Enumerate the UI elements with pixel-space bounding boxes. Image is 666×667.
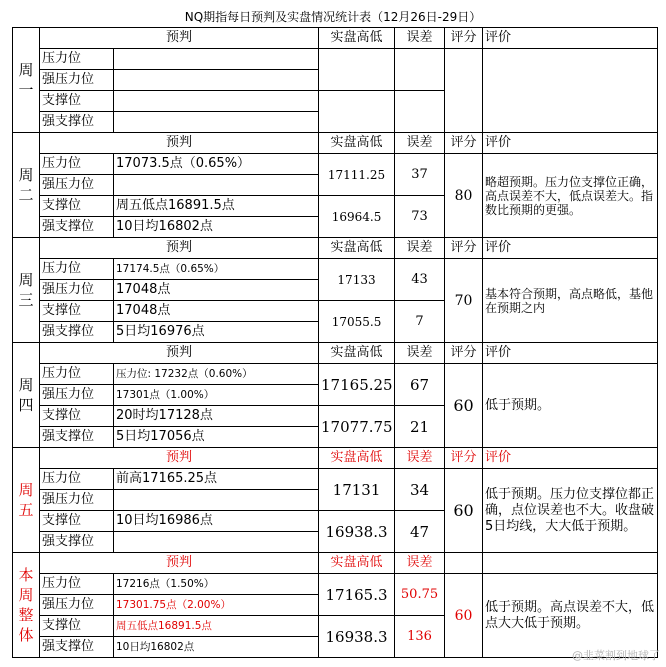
value-pressure: 17073.5点（0.65%） xyxy=(114,154,319,175)
err-low xyxy=(395,91,445,133)
watermark: @韭菜割到地球了 xyxy=(572,649,660,662)
header-comment: 评价 xyxy=(483,28,658,49)
real-high: 17133 xyxy=(319,259,395,301)
err-low: 136 xyxy=(395,616,445,658)
header-score: 评分 xyxy=(445,28,483,49)
err-low: 21 xyxy=(395,406,445,448)
err-low: 7 xyxy=(395,301,445,343)
score: 60 xyxy=(445,574,483,658)
label-strong-pressure: 强压力位 xyxy=(40,175,114,196)
label-strong-pressure: 强压力位 xyxy=(40,385,114,406)
header-comment: 评价 xyxy=(483,133,658,154)
err-high: 50.75 xyxy=(395,574,445,616)
label-strong-pressure: 强压力位 xyxy=(40,280,114,301)
err-high: 67 xyxy=(395,364,445,406)
label-strong-pressure: 强压力位 xyxy=(40,70,114,91)
header-score: 评分 xyxy=(445,448,483,469)
value-strong-pressure xyxy=(114,70,319,91)
header-comment: 评价 xyxy=(483,343,658,364)
err-high: 37 xyxy=(395,154,445,196)
label-strong-support: 强支撑位 xyxy=(40,427,114,448)
header-predict: 预判 xyxy=(40,448,319,469)
value-support: 周五低点16891.5点 xyxy=(114,616,319,637)
header-score-empty xyxy=(445,553,483,574)
header-comment: 评价 xyxy=(483,448,658,469)
label-support: 支撑位 xyxy=(40,301,114,322)
header-real: 实盘高低 xyxy=(319,448,395,469)
value-pressure: 前高17165.25点 xyxy=(114,469,319,490)
value-pressure: 17174.5点（0.65%） xyxy=(114,259,319,280)
real-high: 17165.25 xyxy=(319,364,395,406)
day-label: 周五 xyxy=(13,448,40,553)
value-support: 17048点 xyxy=(114,301,319,322)
real-low: 17055.5 xyxy=(319,301,395,343)
header-error: 误差 xyxy=(395,553,445,574)
header-predict: 预判 xyxy=(40,238,319,259)
label-pressure: 压力位 xyxy=(40,49,114,70)
day-label: 周一 xyxy=(13,28,40,133)
header-error: 误差 xyxy=(395,133,445,154)
label-strong-support: 强支撑位 xyxy=(40,637,114,658)
real-high: 17111.25 xyxy=(319,154,395,196)
value-pressure: 17216点（1.50%） xyxy=(114,574,319,595)
value-strong-pressure: 17048点 xyxy=(114,280,319,301)
value-support: 10日均16986点 xyxy=(114,511,319,532)
day-label: 周二 xyxy=(13,133,40,238)
header-error: 误差 xyxy=(395,238,445,259)
value-strong-support xyxy=(114,532,319,553)
score: 60 xyxy=(445,364,483,448)
value-strong-pressure xyxy=(114,490,319,511)
header-predict: 预判 xyxy=(40,553,319,574)
real-low: 16938.3 xyxy=(319,511,395,553)
day-label: 本周整体 xyxy=(13,553,40,658)
real-high xyxy=(319,49,395,91)
value-strong-pressure: 17301.75点（2.00%） xyxy=(114,595,319,616)
header-comment: 评价 xyxy=(483,238,658,259)
header-score: 评分 xyxy=(445,133,483,154)
comment: 低于预期。压力位支撑位都正确，点位误差也不大。收盘破5日均线，大大低于预期。 xyxy=(483,469,658,553)
label-pressure: 压力位 xyxy=(40,469,114,490)
real-low: 17077.75 xyxy=(319,406,395,448)
real-high: 17131 xyxy=(319,469,395,511)
header-real: 实盘高低 xyxy=(319,238,395,259)
value-strong-support: 10日均16802点 xyxy=(114,217,319,238)
value-support: 20时均17128点 xyxy=(114,406,319,427)
label-strong-support: 强支撑位 xyxy=(40,217,114,238)
label-pressure: 压力位 xyxy=(40,259,114,280)
value-support: 周五低点16891.5点 xyxy=(114,196,319,217)
err-high xyxy=(395,49,445,91)
real-high: 17165.3 xyxy=(319,574,395,616)
err-high: 43 xyxy=(395,259,445,301)
label-strong-support: 强支撑位 xyxy=(40,112,114,133)
day-label: 周四 xyxy=(13,343,40,448)
header-comment-empty xyxy=(483,553,658,574)
value-strong-pressure xyxy=(114,175,319,196)
err-low: 47 xyxy=(395,511,445,553)
err-low: 73 xyxy=(395,196,445,238)
header-error: 误差 xyxy=(395,28,445,49)
value-strong-support xyxy=(114,112,319,133)
label-support: 支撑位 xyxy=(40,91,114,112)
header-score: 评分 xyxy=(445,238,483,259)
label-support: 支撑位 xyxy=(40,406,114,427)
score: 70 xyxy=(445,259,483,343)
comment: 略超预期。压力位支撑位正确，高点误差不大，低点误差大。指数比预期的更强。 xyxy=(483,154,658,238)
header-error: 误差 xyxy=(395,448,445,469)
comment: 低于预期。高点误差不大，低点大大低于预期。 xyxy=(483,574,658,658)
score: 60 xyxy=(445,469,483,553)
real-low: 16964.5 xyxy=(319,196,395,238)
table-title: NQ期指每日预判及实盘情况统计表（12月26日-29日） xyxy=(184,10,482,24)
label-pressure: 压力位 xyxy=(40,364,114,385)
day-label: 周三 xyxy=(13,238,40,343)
comment: 低于预期。 xyxy=(483,364,658,448)
value-support xyxy=(114,91,319,112)
label-support: 支撑位 xyxy=(40,511,114,532)
label-pressure: 压力位 xyxy=(40,574,114,595)
header-real: 实盘高低 xyxy=(319,133,395,154)
label-strong-support: 强支撑位 xyxy=(40,532,114,553)
header-predict: 预判 xyxy=(40,133,319,154)
value-strong-support: 10日均16802点 xyxy=(114,637,319,658)
err-high: 34 xyxy=(395,469,445,511)
header-predict: 预判 xyxy=(40,343,319,364)
header-real: 实盘高低 xyxy=(319,343,395,364)
header-predict: 预判 xyxy=(40,28,319,49)
header-error: 误差 xyxy=(395,343,445,364)
score: 80 xyxy=(445,154,483,238)
comment: 基本符合预期，高点略低，基他在预期之内 xyxy=(483,259,658,343)
header-score: 评分 xyxy=(445,343,483,364)
value-strong-pressure: 17301点（1.00%） xyxy=(114,385,319,406)
label-strong-support: 强支撑位 xyxy=(40,322,114,343)
label-support: 支撑位 xyxy=(40,196,114,217)
label-strong-pressure: 强压力位 xyxy=(40,595,114,616)
value-strong-support: 5日均17056点 xyxy=(114,427,319,448)
stats-table xyxy=(12,27,658,658)
label-strong-pressure: 强压力位 xyxy=(40,490,114,511)
value-strong-support: 5日均16976点 xyxy=(114,322,319,343)
real-low xyxy=(319,91,395,133)
value-pressure: 压力位: 17232点（0.60%） xyxy=(114,364,319,385)
value-pressure xyxy=(114,49,319,70)
label-pressure: 压力位 xyxy=(40,154,114,175)
header-real: 实盘高低 xyxy=(319,28,395,49)
label-support: 支撑位 xyxy=(40,616,114,637)
score xyxy=(445,49,483,133)
real-low: 16938.3 xyxy=(319,616,395,658)
comment xyxy=(483,49,658,133)
header-real: 实盘高低 xyxy=(319,553,395,574)
